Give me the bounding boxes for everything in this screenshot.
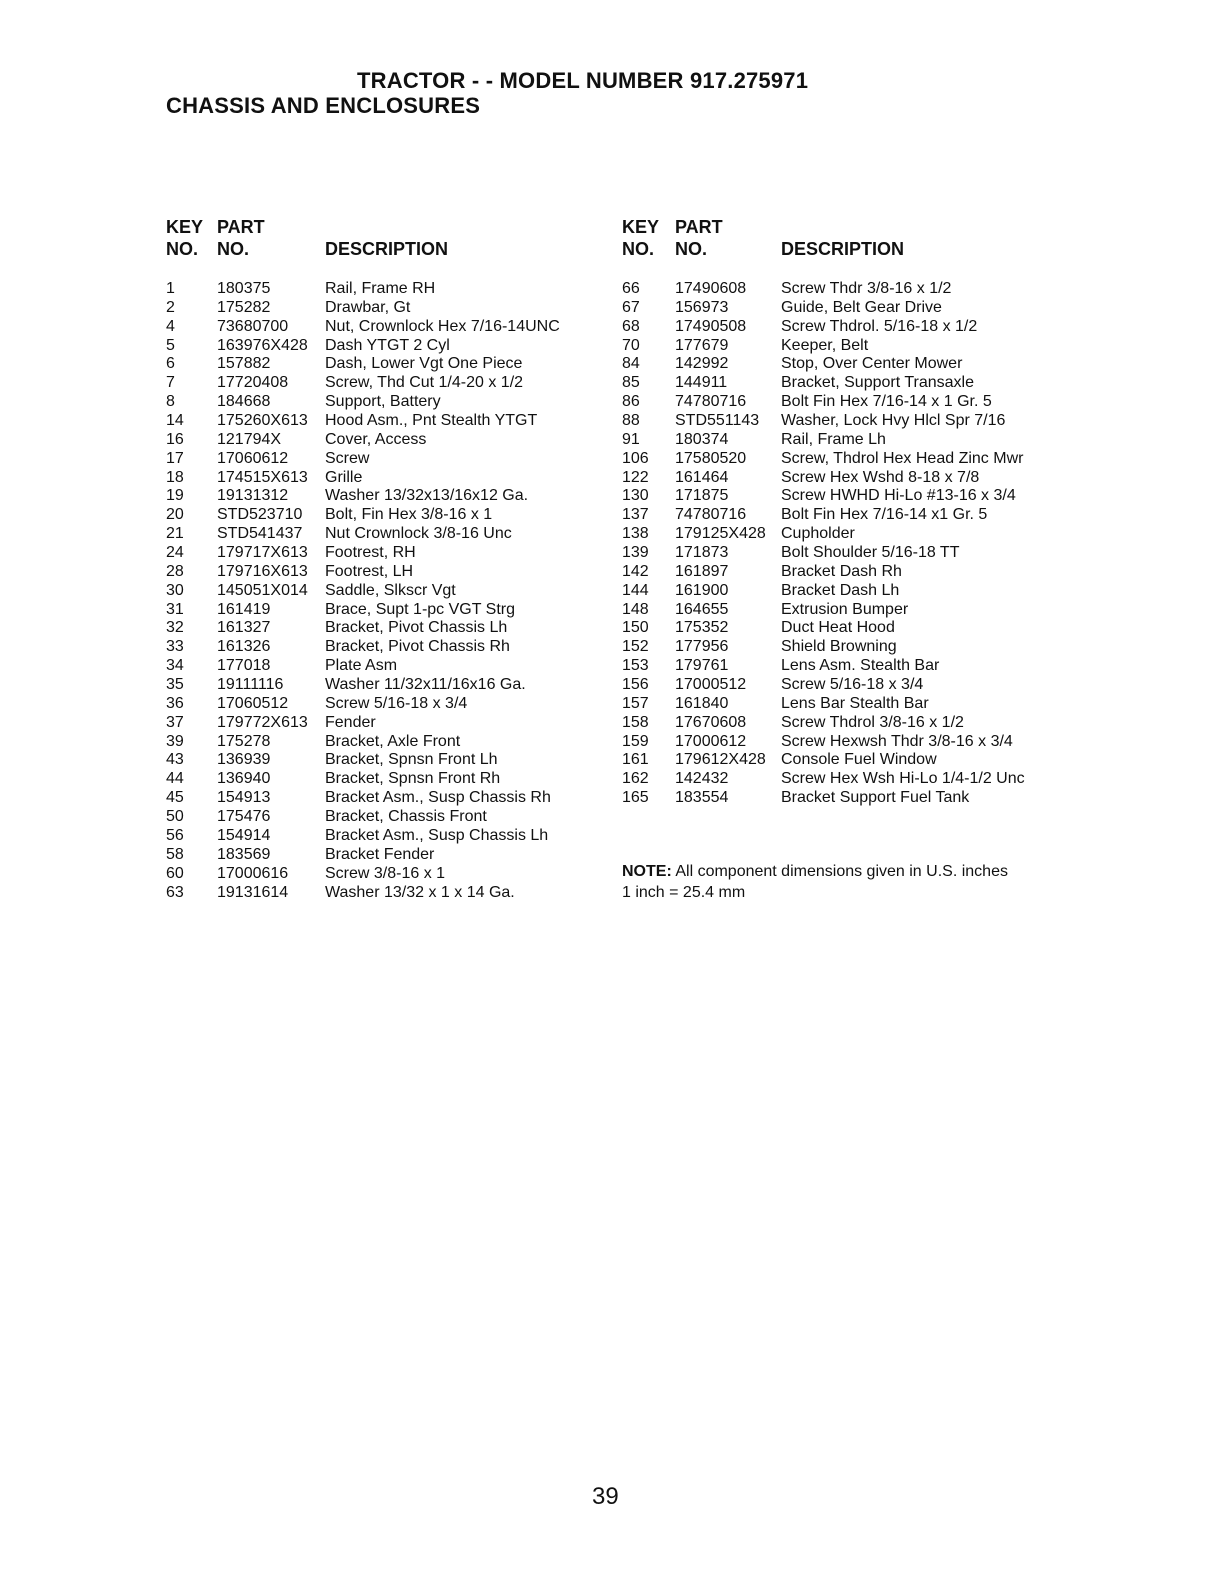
parts-list-left (166, 217, 606, 901)
column-headers-right (622, 217, 1062, 277)
key-number: 130 (622, 487, 649, 505)
key-number: 68 (622, 317, 640, 335)
part-number: 17000512 (675, 676, 747, 694)
part-description: Screw Thdr 3/8-16 x 1/2 (781, 280, 952, 297)
part-description: Extrusion Bumper (781, 600, 909, 618)
parts-row (166, 336, 606, 355)
parts-row (622, 562, 1062, 581)
part-description: Shield Browning (781, 638, 897, 656)
part-description: Screw 5/16-18 x 3/4 (325, 694, 468, 712)
part-number: 180375 (217, 280, 271, 297)
part-description: Bracket Dash Lh (781, 581, 900, 599)
key-number: 14 (166, 412, 184, 430)
parts-row (166, 807, 606, 826)
key-number: 152 (622, 638, 649, 656)
part-number: 175476 (217, 808, 271, 826)
part-description: Screw Hexwsh Thdr 3/8-16 x 3/4 (781, 732, 1013, 750)
key-number: 88 (622, 412, 640, 430)
key-number: 21 (166, 525, 184, 543)
parts-row (166, 411, 606, 430)
part-description: Washer 11/32x11/16x16 Ga. (325, 676, 526, 694)
part-description: Bolt Shoulder 5/16-18 TT (781, 544, 960, 562)
key-number: 19 (166, 487, 184, 505)
part-description: Console Fuel Window (781, 751, 937, 769)
parts-row (166, 826, 606, 845)
part-number: 164655 (675, 600, 729, 618)
parts-row (166, 298, 606, 317)
key-number: 24 (166, 544, 184, 562)
part-number: 157882 (217, 355, 271, 373)
parts-row (622, 543, 1062, 562)
key-header-line1: KEY (622, 217, 660, 237)
key-number: 7 (166, 374, 175, 392)
part-number: 17580520 (675, 449, 747, 467)
part-number: 175282 (217, 298, 271, 316)
part-description: Bracket Asm., Susp Chassis Rh (325, 789, 551, 807)
part-description: Hood Asm., Pnt Stealth YTGT (325, 412, 538, 430)
key-number: 35 (166, 676, 184, 694)
part-number: STD523710 (217, 506, 303, 524)
part-description: Bracket Dash Rh (781, 562, 902, 580)
note-text: All component dimensions given in U.S. inches (671, 863, 1008, 880)
part-description: Bracket, Axle Front (325, 732, 461, 750)
key-number: 165 (622, 789, 649, 807)
parts-row (166, 750, 606, 769)
key-number: 44 (166, 770, 184, 788)
part-description: Stop, Over Center Mower (781, 355, 963, 373)
part-description: Drawbar, Gt (325, 298, 411, 316)
note-line (622, 861, 1008, 882)
parts-rows-left (166, 279, 606, 901)
part-number: 171873 (675, 544, 729, 562)
parts-rows-right (622, 279, 1062, 807)
parts-row (166, 845, 606, 864)
part-header-line1: PART (217, 217, 265, 237)
part-header-line2: NO. (675, 239, 708, 259)
parts-row (166, 713, 606, 732)
key-number: 150 (622, 619, 649, 637)
part-description: Washer, Lock Hvy Hlcl Spr 7/16 (781, 412, 1006, 430)
part-number: 136940 (217, 770, 271, 788)
key-number: 50 (166, 808, 184, 826)
part-number: 145051X014 (217, 581, 308, 599)
key-number: 148 (622, 600, 649, 618)
part-description: Screw (325, 449, 370, 467)
parts-row (622, 354, 1062, 373)
parts-row (166, 637, 606, 656)
part-number: 174515X613 (217, 468, 308, 486)
section-subtitle: CHASSIS AND ENCLOSURES (166, 93, 481, 118)
parts-row (166, 864, 606, 883)
part-number: STD541437 (217, 525, 303, 543)
part-number: 177018 (217, 657, 271, 675)
part-number: 17000616 (217, 864, 289, 882)
parts-row (622, 750, 1062, 769)
parts-row (622, 411, 1062, 430)
part-description: Saddle, Slkscr Vgt (325, 581, 456, 599)
part-description: Screw 3/8-16 x 1 (325, 864, 446, 882)
part-number: 154914 (217, 826, 271, 844)
parts-row (622, 600, 1062, 619)
part-description: Footrest, LH (325, 562, 414, 580)
part-description: Bracket Fender (325, 845, 435, 863)
part-number: 179717X613 (217, 544, 308, 562)
parts-row (166, 883, 606, 902)
part-description: Lens Bar Stealth Bar (781, 694, 929, 712)
parts-list-right (622, 217, 1062, 807)
parts-row (166, 430, 606, 449)
part-number: 154913 (217, 789, 271, 807)
part-number: 161464 (675, 468, 729, 486)
parts-row (622, 656, 1062, 675)
key-number: 4 (166, 317, 175, 335)
parts-row (166, 317, 606, 336)
parts-row (622, 468, 1062, 487)
parts-row (166, 618, 606, 637)
key-number: 156 (622, 676, 649, 694)
parts-row (166, 449, 606, 468)
parts-row (166, 543, 606, 562)
key-number: 158 (622, 713, 649, 731)
key-number: 138 (622, 525, 649, 543)
key-header-line1: KEY (166, 217, 204, 237)
parts-row (166, 694, 606, 713)
part-description: Fender (325, 713, 376, 731)
key-number: 142 (622, 562, 649, 580)
part-number: 136939 (217, 751, 271, 769)
parts-row (622, 581, 1062, 600)
key-number: 159 (622, 732, 649, 750)
part-description: Bracket, Chassis Front (325, 808, 487, 826)
parts-row (622, 392, 1062, 411)
parts-row (166, 769, 606, 788)
note-label: NOTE: (622, 863, 672, 880)
part-description: Duct Heat Hood (781, 619, 895, 637)
key-number: 28 (166, 562, 184, 580)
part-description: Lens Asm. Stealth Bar (781, 657, 940, 675)
part-description: Bracket, Support Transaxle (781, 374, 974, 392)
key-number: 33 (166, 638, 184, 656)
part-description: Nut Crownlock 3/8-16 Unc (325, 525, 512, 543)
parts-row (166, 788, 606, 807)
key-number: 122 (622, 468, 649, 486)
key-number: 2 (166, 298, 175, 316)
parts-row (622, 505, 1062, 524)
key-number: 18 (166, 468, 184, 486)
part-description: Cupholder (781, 525, 855, 543)
parts-row (166, 675, 606, 694)
part-number: 180374 (675, 430, 729, 448)
key-number: 45 (166, 789, 184, 807)
parts-row (622, 694, 1062, 713)
part-description: Washer 13/32 x 1 x 14 Ga. (325, 883, 515, 901)
key-number: 16 (166, 430, 184, 448)
part-description: Bolt, Fin Hex 3/8-16 x 1 (325, 506, 493, 524)
part-number: 142992 (675, 355, 729, 373)
key-number: 139 (622, 544, 649, 562)
part-number: 156973 (675, 298, 729, 316)
part-description: Bracket, Pivot Chassis Lh (325, 619, 508, 637)
key-number: 30 (166, 581, 184, 599)
parts-row (622, 524, 1062, 543)
key-number: 56 (166, 826, 184, 844)
parts-row (622, 769, 1062, 788)
part-description: Support, Battery (325, 393, 441, 411)
key-number: 106 (622, 449, 649, 467)
key-header-line2: NO. (622, 239, 655, 259)
key-number: 5 (166, 336, 175, 354)
key-number: 17 (166, 449, 184, 467)
part-number: 161326 (217, 638, 271, 656)
parts-row (166, 732, 606, 751)
parts-row (622, 449, 1062, 468)
part-number: 177679 (675, 336, 729, 354)
part-description: Rail, Frame Lh (781, 430, 886, 448)
part-description: Keeper, Belt (781, 336, 869, 354)
key-number: 91 (622, 430, 640, 448)
page-number: 39 (592, 1483, 619, 1510)
column-headers-left (166, 217, 606, 277)
part-description: Screw Hex Wshd 8-18 x 7/8 (781, 468, 980, 486)
key-number: 1 (166, 280, 175, 297)
part-number: 179716X613 (217, 562, 308, 580)
part-number: 74780716 (675, 393, 747, 411)
part-number: 175260X613 (217, 412, 308, 430)
part-number: 17490508 (675, 317, 747, 335)
part-description: Screw 5/16-18 x 3/4 (781, 676, 924, 694)
part-description: Footrest, RH (325, 544, 416, 562)
part-header-line1: PART (675, 217, 723, 237)
part-description: Screw HWHD Hi-Lo #13-16 x 3/4 (781, 487, 1016, 505)
part-number: 17720408 (217, 374, 289, 392)
key-number: 8 (166, 393, 175, 411)
part-number: 179772X613 (217, 713, 308, 731)
parts-row (166, 486, 606, 505)
key-number: 144 (622, 581, 649, 599)
key-number: 66 (622, 280, 640, 297)
part-description: Dash YTGT 2 Cyl (325, 336, 450, 354)
part-number: 179612X428 (675, 751, 766, 769)
part-description: Bracket, Spnsn Front Lh (325, 751, 498, 769)
parts-row (166, 505, 606, 524)
part-header-line2: NO. (217, 239, 250, 259)
part-number: 184668 (217, 393, 271, 411)
parts-row (166, 468, 606, 487)
part-description: Screw Thdrol 3/8-16 x 1/2 (781, 713, 964, 731)
key-number: 31 (166, 600, 184, 618)
parts-row (166, 392, 606, 411)
part-description: Rail, Frame RH (325, 280, 436, 297)
part-description: Bolt Fin Hex 7/16-14 x1 Gr. 5 (781, 506, 988, 524)
key-number: 32 (166, 619, 184, 637)
part-description: Washer 13/32x13/16x12 Ga. (325, 487, 529, 505)
key-number: 153 (622, 657, 649, 675)
parts-row (166, 656, 606, 675)
key-number: 60 (166, 864, 184, 882)
key-number: 43 (166, 751, 184, 769)
parts-row (622, 430, 1062, 449)
parts-row (622, 336, 1062, 355)
parts-row (166, 524, 606, 543)
part-number: 121794X (217, 430, 282, 448)
key-number: 84 (622, 355, 640, 373)
part-description: Grille (325, 468, 363, 486)
key-number: 6 (166, 355, 175, 373)
part-number: 163976X428 (217, 336, 308, 354)
part-description: Bolt Fin Hex 7/16-14 x 1 Gr. 5 (781, 393, 992, 411)
key-number: 162 (622, 770, 649, 788)
part-number: 19111116 (217, 676, 284, 694)
parts-row (166, 279, 606, 298)
part-description: Nut, Crownlock Hex 7/16-14UNC (325, 317, 560, 335)
part-description: Bracket, Spnsn Front Rh (325, 770, 501, 788)
part-description: Bracket Support Fuel Tank (781, 789, 970, 807)
part-description: Plate Asm (325, 657, 398, 675)
description-header: DESCRIPTION (781, 239, 905, 259)
part-number: 161327 (217, 619, 271, 637)
parts-row (166, 581, 606, 600)
parts-row (622, 279, 1062, 298)
description-header: DESCRIPTION (325, 239, 449, 259)
parts-row (622, 788, 1062, 807)
part-description: Bracket, Pivot Chassis Rh (325, 638, 510, 656)
parts-row (622, 713, 1062, 732)
key-number: 157 (622, 694, 649, 712)
key-number: 63 (166, 883, 184, 901)
parts-row (622, 298, 1062, 317)
part-number: 183569 (217, 845, 271, 863)
part-number: 183554 (675, 789, 729, 807)
part-number: 19131614 (217, 883, 289, 901)
parts-row (166, 354, 606, 373)
part-number: 17000612 (675, 732, 747, 750)
key-number: 85 (622, 374, 640, 392)
key-number: 37 (166, 713, 184, 731)
key-number: 86 (622, 393, 640, 411)
part-description: Screw, Thdrol Hex Head Zinc Mwr (781, 449, 1024, 467)
parts-row (622, 486, 1062, 505)
part-number: 144911 (675, 374, 728, 392)
part-description: Brace, Supt 1-pc VGT Strg (325, 600, 516, 618)
part-number: 17490608 (675, 280, 747, 297)
part-number: 171875 (675, 487, 729, 505)
page-title: TRACTOR - - MODEL NUMBER 917.275971 (357, 68, 809, 93)
dimensions-note (622, 861, 1008, 903)
part-description: Bracket Asm., Susp Chassis Lh (325, 826, 549, 844)
key-header-line2: NO. (166, 239, 199, 259)
parts-row (166, 562, 606, 581)
parts-row (622, 373, 1062, 392)
key-number: 39 (166, 732, 184, 750)
part-number: 142432 (675, 770, 729, 788)
part-number: 161419 (217, 600, 271, 618)
part-description: Screw, Thd Cut 1/4-20 x 1/2 (325, 374, 524, 392)
part-number: 175278 (217, 732, 271, 750)
part-number: 73680700 (217, 317, 289, 335)
part-number: 17670608 (675, 713, 747, 731)
parts-row (166, 600, 606, 619)
key-number: 58 (166, 845, 184, 863)
key-number: 34 (166, 657, 184, 675)
part-number: 19131312 (217, 487, 289, 505)
part-description: Screw Hex Wsh Hi-Lo 1/4-1/2 Unc (781, 770, 1025, 788)
part-description: Cover, Access (325, 430, 427, 448)
key-number: 36 (166, 694, 184, 712)
part-number: 161900 (675, 581, 729, 599)
part-number: 161840 (675, 694, 729, 712)
part-number: 74780716 (675, 506, 747, 524)
part-number: 17060512 (217, 694, 289, 712)
parts-row (622, 732, 1062, 751)
part-number: 161897 (675, 562, 729, 580)
note-conversion: 1 inch = 25.4 mm (622, 884, 746, 901)
part-number: 177956 (675, 638, 729, 656)
part-number: 17060612 (217, 449, 289, 467)
parts-row (622, 317, 1062, 336)
part-number: 179761 (675, 657, 729, 675)
parts-row (622, 618, 1062, 637)
key-number: 161 (622, 751, 649, 769)
key-number: 70 (622, 336, 640, 354)
key-number: 137 (622, 506, 649, 524)
part-number: STD551143 (675, 412, 760, 430)
parts-row (622, 675, 1062, 694)
parts-row (622, 637, 1062, 656)
part-number: 175352 (675, 619, 729, 637)
key-number: 67 (622, 298, 640, 316)
key-number: 20 (166, 506, 184, 524)
parts-row (166, 373, 606, 392)
part-description: Screw Thdrol. 5/16-18 x 1/2 (781, 317, 978, 335)
part-description: Dash, Lower Vgt One Piece (325, 355, 523, 373)
part-number: 179125X428 (675, 525, 766, 543)
part-description: Guide, Belt Gear Drive (781, 298, 942, 316)
